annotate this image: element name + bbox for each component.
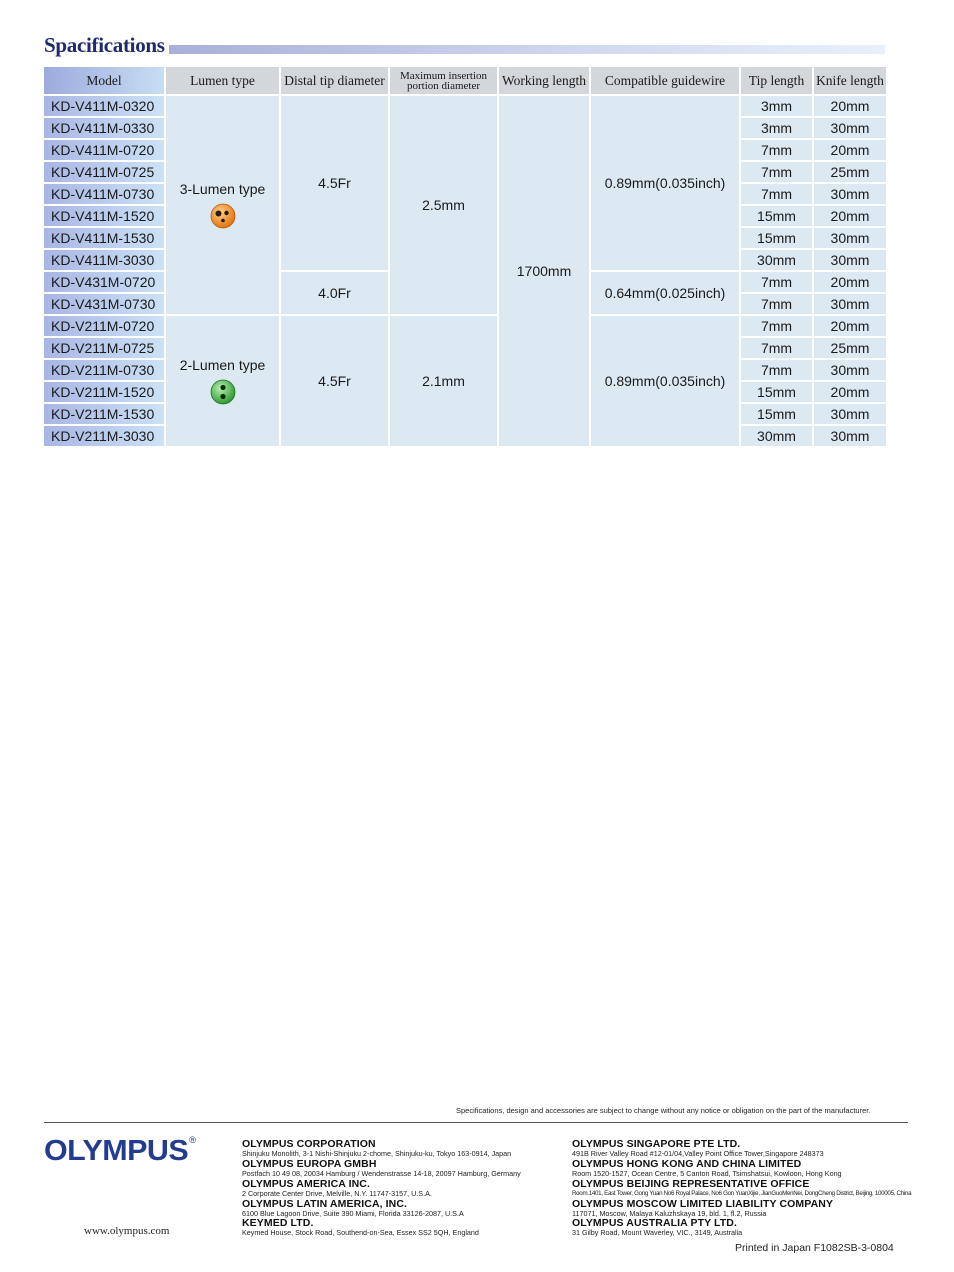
footer-divider [44, 1122, 908, 1123]
office-address: Room.1401, East Tower, Gong Yuan No6 Royal Palace, No6 Gon YuanXijie, JianGuoMenNei, DongCheng District, Beijing, 100005, China [572, 1190, 912, 1197]
max-insertion-diameter-cell: 2.1mm [390, 316, 497, 448]
header-lumen-type: Lumen type [166, 67, 279, 96]
office-olympus-america [242, 1179, 432, 1198]
header-knife-length: Knife length [814, 67, 886, 96]
knife-length-cell: 30mm [814, 118, 886, 140]
header-working-length: Working length [499, 67, 589, 96]
knife-length-cell: 20mm [814, 316, 886, 338]
office-address: 31 Gilby Road, Mount Waverley, VIC., 3149, Australia [572, 1228, 743, 1237]
knife-length-cell: 25mm [814, 162, 886, 184]
lumen-type-3-cell [166, 96, 279, 316]
office-keymed [242, 1218, 479, 1237]
table-row [44, 96, 886, 118]
header-distal-tip-diameter: Distal tip diameter [281, 67, 388, 96]
model-cell: KD-V211M-3030 [44, 426, 164, 448]
section-title-row [44, 33, 885, 63]
lumen-type-label: 3-Lumen type [179, 181, 266, 197]
logo-text: OLYMPUS [44, 1135, 189, 1167]
model-cell: KD-V411M-0330 [44, 118, 164, 140]
tip-length-cell: 7mm [741, 272, 812, 294]
knife-length-cell: 20mm [814, 272, 886, 294]
model-cell: KD-V431M-0720 [44, 272, 164, 294]
header-max-insertion-line2: portion diameter [406, 79, 480, 92]
tip-length-cell: 15mm [741, 404, 812, 426]
model-cell: KD-V411M-1530 [44, 228, 164, 250]
lumen-type-2-cell [166, 316, 279, 448]
model-cell: KD-V411M-0730 [44, 184, 164, 206]
model-cell: KD-V211M-1520 [44, 382, 164, 404]
header-max-insertion-line1: Maximum insertion [399, 69, 488, 82]
knife-length-cell: 25mm [814, 338, 886, 360]
tip-length-cell: 15mm [741, 206, 812, 228]
olympus-logo [44, 1135, 196, 1168]
distal-diameter-cell: 4.5Fr [281, 96, 388, 272]
three-lumen-icon [210, 203, 236, 229]
office-name: OLYMPUS LATIN AMERICA, INC. [242, 1198, 408, 1210]
model-cell: KD-V211M-0720 [44, 316, 164, 338]
knife-length-cell: 20mm [814, 96, 886, 118]
office-name: OLYMPUS AUSTRALIA PTY LTD. [572, 1217, 737, 1229]
office-name: OLYMPUS EUROPA GMBH [242, 1158, 377, 1170]
model-cell: KD-V211M-0725 [44, 338, 164, 360]
knife-length-cell: 30mm [814, 404, 886, 426]
model-cell: KD-V211M-1530 [44, 404, 164, 426]
office-address: Postfach 10 49 08, 20034 Hamburg / Wendenstrasse 14-18, 20097 Hamburg, Germany [242, 1169, 521, 1178]
tip-length-cell: 7mm [741, 294, 812, 316]
knife-length-cell: 20mm [814, 206, 886, 228]
office-address: 117071, Moscow, Malaya Kaluzhskaya 19, bld. 1, fl.2, Russia [572, 1209, 767, 1218]
office-name: OLYMPUS MOSCOW LIMITED LIABILITY COMPANY [572, 1198, 834, 1210]
office-address: Keymed House, Stock Road, Southend-on-Sea, Essex SS2 5QH, England [242, 1228, 479, 1237]
knife-length-cell: 30mm [814, 228, 886, 250]
model-cell: KD-V411M-1520 [44, 206, 164, 228]
office-name: OLYMPUS CORPORATION [242, 1138, 376, 1150]
print-code: Printed in Japan F1082SB-3-0804 [735, 1242, 894, 1254]
office-name: KEYMED LTD. [242, 1217, 314, 1229]
website-link[interactable]: www.olympus.com [84, 1225, 170, 1237]
office-address: 491B River Valley Road #12-01/04,Valley Point Office Tower,Singapore 248373 [572, 1149, 824, 1158]
office-olympus-corporation [242, 1139, 511, 1158]
registered-mark: ® [189, 1135, 196, 1146]
office-olympus-beijing [572, 1179, 911, 1198]
office-address: Room 1520-1527, Ocean Centre, 5 Canton Road, Tsimshatsui, Kowloon, Hong Kong [572, 1169, 842, 1178]
office-olympus-moscow [572, 1199, 833, 1218]
tip-length-cell: 7mm [741, 184, 812, 206]
guidewire-cell: 0.89mm(0.035inch) [591, 96, 739, 272]
tip-length-cell: 3mm [741, 118, 812, 140]
office-name: OLYMPUS SINGAPORE PTE LTD. [572, 1138, 741, 1150]
knife-length-cell: 30mm [814, 294, 886, 316]
knife-length-cell: 30mm [814, 184, 886, 206]
tip-length-cell: 7mm [741, 316, 812, 338]
office-address: 2 Corporate Center Drive, Melville, N.Y. 11747-3157, U.S.A. [242, 1189, 432, 1198]
model-cell: KD-V411M-0720 [44, 140, 164, 162]
header-model: Model [44, 67, 164, 96]
office-name: OLYMPUS AMERICA INC. [242, 1178, 371, 1190]
knife-length-cell: 20mm [814, 140, 886, 162]
model-cell: KD-V431M-0730 [44, 294, 164, 316]
header-tip-length: Tip length [741, 67, 812, 96]
working-length-cell: 1700mm [499, 96, 589, 448]
office-olympus-hong-kong [572, 1159, 842, 1178]
tip-length-cell: 15mm [741, 382, 812, 404]
knife-length-cell: 30mm [814, 360, 886, 382]
office-olympus-latin-america [242, 1199, 464, 1218]
two-lumen-icon [210, 379, 236, 405]
guidewire-cell: 0.89mm(0.035inch) [591, 316, 739, 448]
knife-length-cell: 30mm [814, 250, 886, 272]
table-header-row [44, 67, 886, 96]
distal-diameter-cell: 4.5Fr [281, 316, 388, 448]
table-row [44, 316, 886, 338]
knife-length-cell: 20mm [814, 382, 886, 404]
model-cell: KD-V411M-0320 [44, 96, 164, 118]
office-olympus-singapore [572, 1139, 824, 1158]
office-address: 6100 Blue Lagoon Drive, Suite 390 Miami, Florida 33126-2087, U.S.A [242, 1209, 464, 1218]
knife-length-cell: 30mm [814, 426, 886, 448]
header-max-insertion-diameter [390, 67, 497, 96]
disclaimer-text: Specifications, design and accessories are subject to change without any notice or obligation on the part of the manufacturer. [456, 1106, 871, 1115]
header-compatible-guidewire: Compatible guidewire [591, 67, 739, 96]
tip-length-cell: 7mm [741, 360, 812, 382]
tip-length-cell: 15mm [741, 228, 812, 250]
tip-length-cell: 7mm [741, 338, 812, 360]
model-cell: KD-V211M-0730 [44, 360, 164, 382]
title-gradient-bar [169, 45, 885, 54]
page-title: Spacifications [44, 33, 165, 57]
office-name: OLYMPUS BEIJING REPRESENTATIVE OFFICE [572, 1178, 810, 1190]
max-insertion-diameter-cell: 2.5mm [390, 96, 497, 316]
tip-length-cell: 30mm [741, 426, 812, 448]
office-name: OLYMPUS HONG KONG AND CHINA LIMITED [572, 1158, 802, 1170]
guidewire-cell: 0.64mm(0.025inch) [591, 272, 739, 316]
tip-length-cell: 7mm [741, 140, 812, 162]
office-address: Shinjuku Monolith, 3-1 Nishi-Shinjuku 2-chome, Shinjuku-ku, Tokyo 163-0914, Japan [242, 1149, 512, 1158]
tip-length-cell: 7mm [741, 162, 812, 184]
model-cell: KD-V411M-3030 [44, 250, 164, 272]
office-olympus-europa [242, 1159, 521, 1178]
distal-diameter-cell: 4.0Fr [281, 272, 388, 316]
tip-length-cell: 3mm [741, 96, 812, 118]
model-cell: KD-V411M-0725 [44, 162, 164, 184]
office-olympus-australia [572, 1218, 742, 1237]
tip-length-cell: 30mm [741, 250, 812, 272]
lumen-type-label: 2-Lumen type [179, 357, 266, 373]
specifications-table [42, 67, 888, 448]
